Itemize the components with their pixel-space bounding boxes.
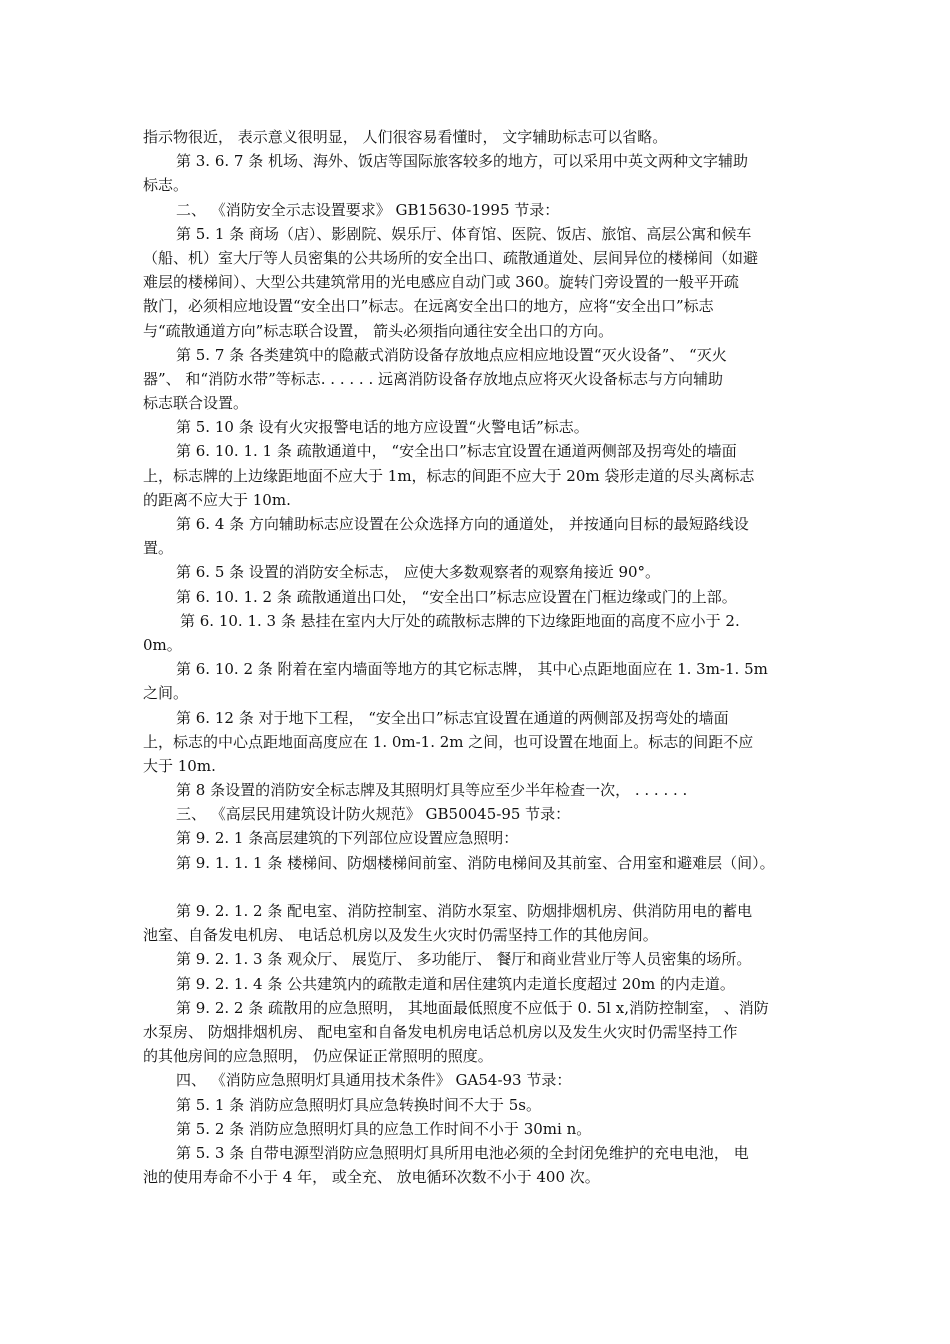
text-line: 上，标志的中心点距地面高度应在 1. 0m-1. 2m 之间，也可设置在地面上。标志的间距不应 [143,732,754,751]
text-line: 第 5. 1 条 商场（店）、影剧院、娱乐厅、体育馆、医院、饭店、旅馆、高层公寓和候车 [176,224,752,243]
text-line: 标志联合设置。 [143,394,249,413]
text-line: 器”、 和“消防水带”等标志. . . . . . 远离消防设备存放地点应将灭火设备标志与方向辅助 [143,369,723,388]
text-line: 四、 《消防应急照明灯具通用技术条件》 GA54-93 节录： [176,1071,572,1090]
text-line: 与“疏散通道方向”标志联合设置， 箭头必须指向通往安全出口的方向。 [143,321,614,340]
text-line: 置。 [143,539,174,558]
text-line: 第 5. 2 条 消防应急照明灯具的应急工作时间不小于 30mi n。 [176,1119,592,1138]
text-line: 第 9. 2. 1. 4 条 公共建筑内的疏散走道和居住建筑内走道长度超过 20m 的内走道。 [176,974,735,993]
text-line: 第 5. 10 条 设有火灾报警电话的地方应设置“火警电话”标志。 [176,418,589,437]
text-line: 二、 《消防安全示志设置要求》 GB15630-1995 节录： [176,200,560,219]
text-line: 第 9. 2. 1. 2 条 配电室、消防控制室、消防水泵室、防烟排烟机房、供消防用电的蓄电 [176,902,753,920]
text-line: 第 6. 10. 1. 3 条 悬挂在室内大厅处的疏散标志牌的下边缘距地面的高度不应小于 2. [180,611,740,630]
text-line: 第 6. 10. 1. 1 条 疏散通道中， “安全出口”标志宜设置在通道两侧部及拐弯处的墙面 [176,442,737,461]
text-line: 三、 《高层民用建筑设计防火规范》 GB50045-95 节录： [176,805,571,824]
text-line: 第 6. 10. 2 条 附着在室内墙面等地方的其它标志牌， 其中心点距地面应在 1. 3m-1. 5m [176,660,768,679]
text-line: （船、机）室大厅等人员密集的公共场所的安全出口、疏散通道处、层间异位的楼梯间（如避 [143,248,759,267]
text-line: 第 3. 6. 7 条 机场、海外、饭店等国际旅客较多的地方，可以采用中英文两种文字辅助 [176,152,749,171]
text-line: 第 5. 1 条 消防应急照明灯具应急转换时间不大于 5s。 [176,1095,541,1114]
text-line: 0m。 [143,635,182,654]
text-line: 第 5. 7 条 各类建筑中的隐蔽式消防设备存放地点应相应地设置“灭火设备”、 “灭火 [176,345,727,364]
text-line: 第 9. 2. 1. 3 条 观众厅、 展览厅、 多功能厅、 餐厅和商业营业厅等人员密集的场所。 [176,950,752,969]
text-line: 指示物很近， 表示意义很明显， 人们很容易看懂时， 文字辅助标志可以省略。 [143,128,668,146]
text-line: 第 9. 2. 1 条高层建筑的下列部位应设置应急照明： [176,829,519,848]
text-line: 的其他房间的应急照明， 仍应保证正常照明的照度。 [143,1047,493,1066]
text-line: 第 8 条设置的消防安全标志牌及其照明灯具等应至少半年检查一次， . . . . . . [176,781,688,800]
text-line: 散门，必须相应地设置“安全出口”标志。在远离安全出口的地方，应将“安全出口”标志 [143,297,714,316]
text-line: 第 6. 10. 1. 2 条 疏散通道出口处， “安全出口”标志应设置在门框边缘或门的上部。 [176,587,737,606]
text-line: 第 6. 4 条 方向辅助标志应设置在公众选择方向的通道处， 并按通向目标的最短路线设 [176,515,749,533]
text-line: 第 5. 3 条 自带电源型消防应急照明灯具所用电池必须的全封闭免维护的充电电池， 电 [176,1143,749,1162]
text-line: 第 6. 12 条 对于地下工程， “安全出口”标志宜设置在通道的两侧部及拐弯处的墙面 [176,708,729,727]
text-line: 第 9. 2. 2 条 疏散用的应急照明， 其地面最低照度不应低于 0. 5l x,消防控制室， 、消防 [176,998,769,1017]
text-line: 标志。 [143,176,189,195]
text-line: 的距离不应大于 10m. [143,490,291,509]
text-line: 第 9. 1. 1. 1 条 楼梯间、防烟楼梯间前室、消防电梯间及其前室、合用室和避难层（间）。 [176,853,775,872]
text-line: 大于 10m. [143,756,216,775]
text-line: 池的使用寿命不小于 4 年， 或全充、 放电循环次数不小于 400 次。 [143,1168,600,1187]
text-line: 上，标志牌的上边缘距地面不应大于 1m，标志的间距不应大于 20m 袋形走道的尽头离标志 [143,466,755,485]
blank-line [143,875,815,899]
text-line: 池室、自备发电机房、 电话总机房以及发生火灾时仍需坚持工作的其他房间。 [143,926,658,945]
text-line: 水泵房、 防烟排烟机房、 配电室和自备发电机房电话总机房以及发生火灾时仍需坚持工作 [143,1022,738,1041]
document-body [143,125,815,1189]
text-line: 之间。 [143,684,189,703]
text-line: 第 6. 5 条 设置的消防安全标志， 应使大多数观察者的观察角接近 90°。 [176,563,661,582]
text-line: 难层的楼梯间）、大型公共建筑常用的光电感应自动门或 360。旋转门旁设置的一般平开疏 [143,273,739,292]
